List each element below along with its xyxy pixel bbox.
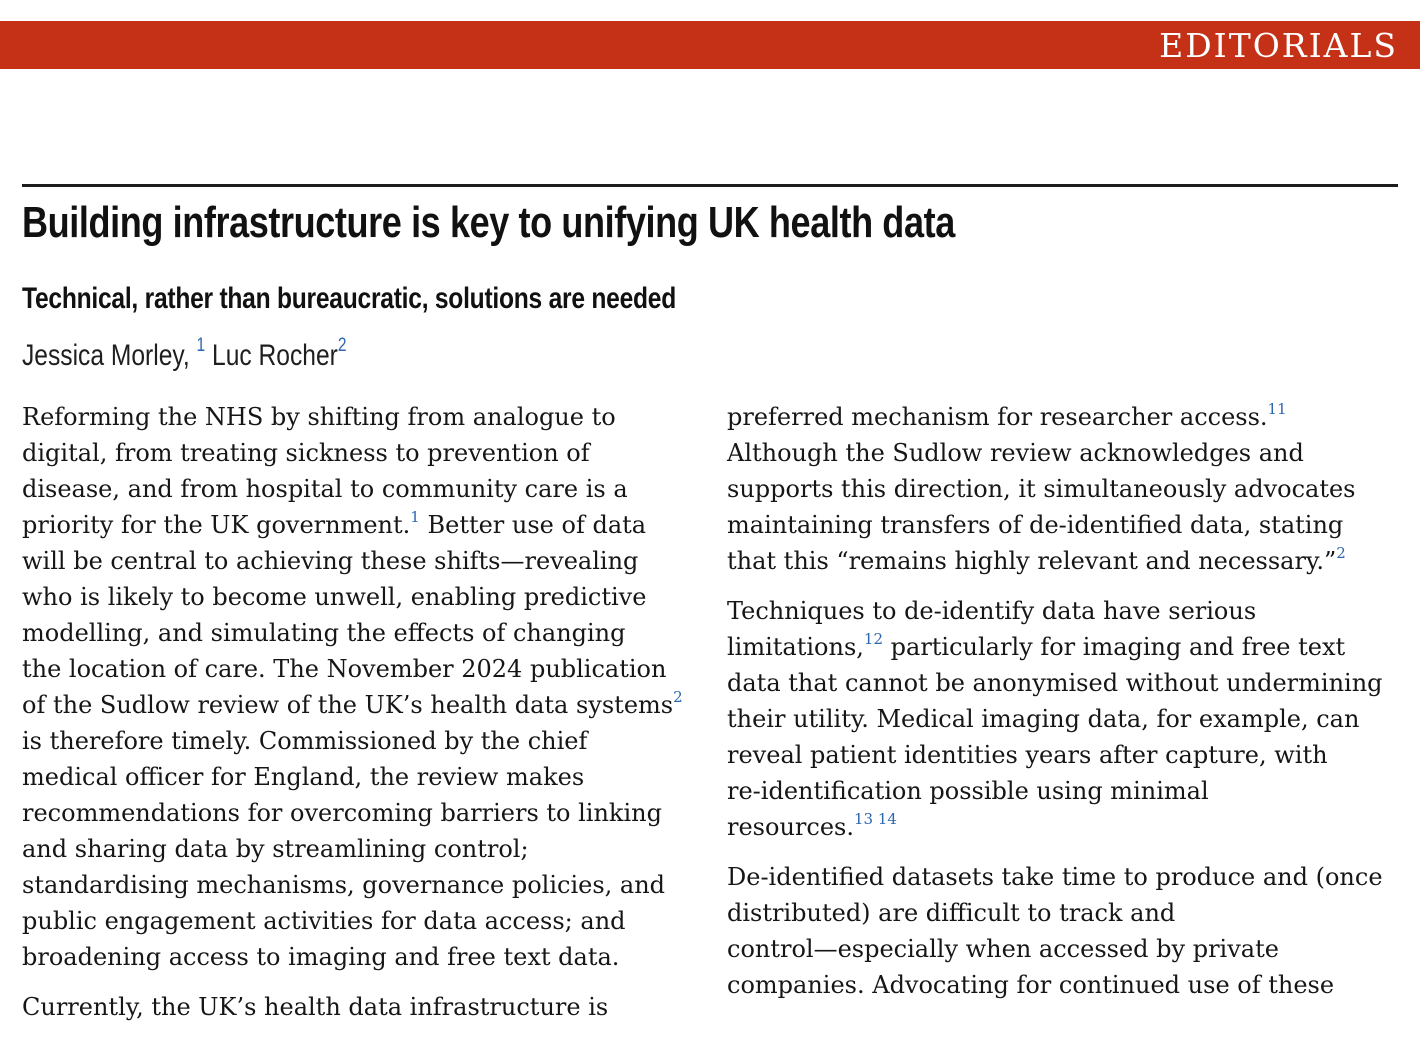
text-line: re-identification possible using minimal (727, 777, 1209, 805)
text-line: Techniques to de-identify data have serious (727, 597, 1257, 625)
text-line: digital, from treating sickness to prevention of (22, 439, 590, 467)
section-banner-label: EDITORIALS (1159, 25, 1398, 65)
paragraph-right-1 (727, 399, 1398, 579)
text-line: companies. Advocating for continued use of these (727, 971, 1335, 999)
text-line: Reforming the NHS by shifting from analogue to (22, 403, 616, 431)
text-line: standardising mechanisms, governance policies, and (22, 871, 666, 899)
text-line: reveal patient identities years after capture, with (727, 741, 1328, 769)
text-line: broadening access to imaging and free text data. (22, 943, 620, 971)
divider-rule (22, 184, 1398, 187)
text-line: Although the Sudlow review acknowledges and (727, 439, 1304, 467)
text-line: and sharing data by streamlining control; (22, 835, 529, 863)
paragraph-right-2 (727, 593, 1398, 845)
text-line: the location of care. The November 2024 publication (22, 655, 667, 683)
reference-link[interactable]: 1 (410, 508, 420, 526)
paragraph-left-2 (22, 989, 693, 1025)
text-line: who is likely to become unwell, enabling predictive (22, 583, 647, 611)
text-line: of the Sudlow review of the UK’s health data systems$^2$ (22, 688, 683, 719)
paragraph-left-1 (22, 399, 693, 975)
text-line: De-identified datasets take time to produce and (once (727, 863, 1383, 891)
text-line: limitations,$^{12}$ particularly for imaging and free text (727, 630, 1346, 661)
reference-link[interactable]: 13 14 (853, 810, 897, 828)
text-line: Currently, the UK’s health data infrastructure is (22, 993, 609, 1021)
text-line: their utility. Medical imaging data, for example, can (727, 705, 1360, 733)
reference-link[interactable]: 2 (337, 335, 347, 356)
text-line: control—especially when accessed by private (727, 935, 1279, 963)
text-line: will be central to achieving these shifts—revealing (22, 547, 639, 575)
paragraph-right-3 (727, 859, 1398, 1003)
text-line: data that cannot be anonymised without undermining (727, 669, 1383, 697)
text-line: public engagement activities for data access; and (22, 907, 626, 935)
section-banner (0, 21, 1420, 69)
text-line: preferred mechanism for researcher access.$^{11}$ (727, 400, 1287, 431)
reference-link[interactable]: 12 (863, 630, 884, 648)
reference-link[interactable]: 2 (1336, 544, 1346, 562)
text-line: modelling, and simulating the effects of changing (22, 619, 626, 647)
column-right (727, 399, 1398, 1039)
text-line: distributed) are difficult to track and (727, 899, 1176, 927)
body-columns (22, 399, 1398, 1039)
article-title: Building infrastructure is key to unifying UK health data (22, 198, 955, 247)
text-line: supports this direction, it simultaneously advocates (727, 475, 1356, 503)
text-line: disease, and from hospital to community care is a (22, 475, 628, 503)
text-line: priority for the UK government.$^1$ Better use of data (22, 508, 647, 539)
article-subtitle: Technical, rather than bureaucratic, solutions are needed (22, 282, 677, 315)
text-line: resources.$^{13 14}$ (727, 810, 897, 841)
text-line: Jessica Morley, $^1$ Luc Rocher$^2$ (22, 335, 347, 372)
text-line: that this “remains highly relevant and necessary.”$^2$ (727, 544, 1346, 575)
text-line: is therefore timely. Commissioned by the chief (22, 727, 588, 755)
text-line: maintaining transfers of de-identified data, stating (727, 511, 1344, 539)
article-authors (22, 335, 347, 373)
text-line: medical officer for England, the review makes (22, 763, 585, 791)
column-left (22, 399, 693, 1039)
reference-link[interactable]: 1 (196, 335, 206, 356)
reference-link[interactable]: 11 (1267, 400, 1287, 418)
text-line: recommendations for overcoming barriers to linking (22, 799, 662, 827)
reference-link[interactable]: 2 (673, 688, 683, 706)
